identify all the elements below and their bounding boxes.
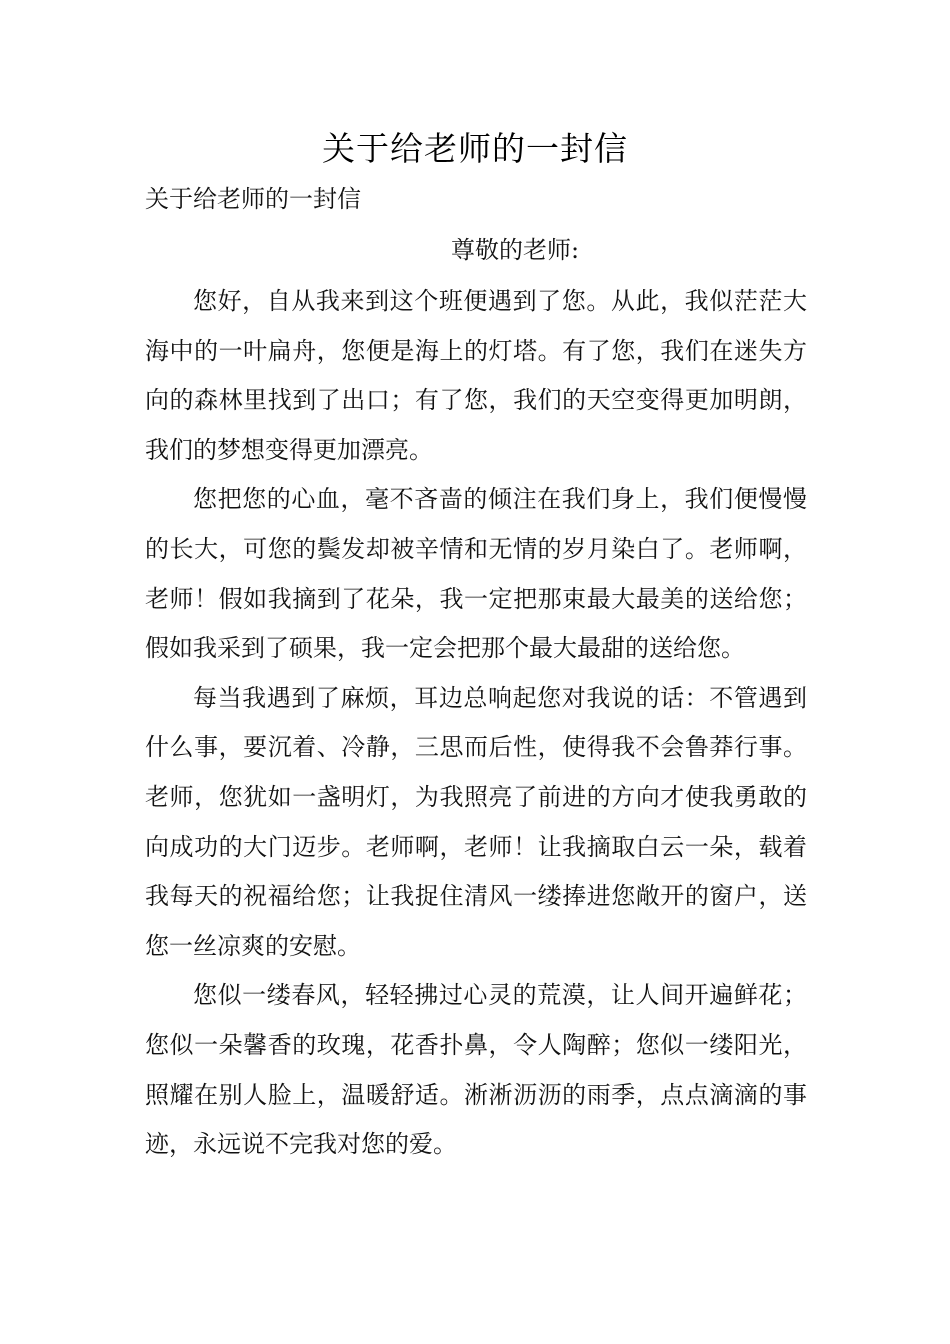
document-title: 关于给老师的一封信 (322, 129, 628, 168)
letter-salutation: 尊敬的老师: (451, 236, 580, 264)
letter-paragraph-4: 您似一缕春风，轻轻拂过心灵的荒漠，让人间开遍鲜花；您似一朵馨香的玫瑰，花香扑鼻，令人陶醉；您似一缕阳光，照耀在别人脸上，温暖舒适。淅淅沥沥的雨季，点点滴滴的事迹，永远说不完我对您的爱。 (145, 981, 807, 1159)
letter-paragraph-3: 每当我遇到了麻烦，耳边总响起您对我说的话：不管遇到什么事，要沉着、冷静，三思而后性，使得我不会鲁莽行事。老师，您犹如一盏明灯，为我照亮了前进的方向才使我勇敢的向成功的大门迈步。老师啊，老师！让我摘取白云一朵，载着我每天的祝福给您；让我捉住清风一缕捧进您敞开的窗户，送您一丝凉爽的安慰。 (145, 683, 807, 960)
document-subtitle: 关于给老师的一封信 (145, 185, 361, 213)
letter-paragraph-1: 您好，自从我来到这个班便遇到了您。从此，我似茫茫大海中的一叶扁舟，您便是海上的灯塔。有了您，我们在迷失方向的森林里找到了出口；有了您，我们的天空变得更加明朗，我们的梦想变得更加漂亮。 (145, 287, 807, 464)
letter-body (145, 277, 807, 1170)
letter-paragraph-2: 您把您的心血，毫不吝啬的倾注在我们身上，我们便慢慢的长大，可您的鬓发却被辛情和无情的岁月染白了。老师啊，老师！假如我摘到了花朵，我一定把那束最大最美的送给您；假如我采到了硕果，我一定会把那个最大最甜的送给您。 (145, 485, 807, 663)
